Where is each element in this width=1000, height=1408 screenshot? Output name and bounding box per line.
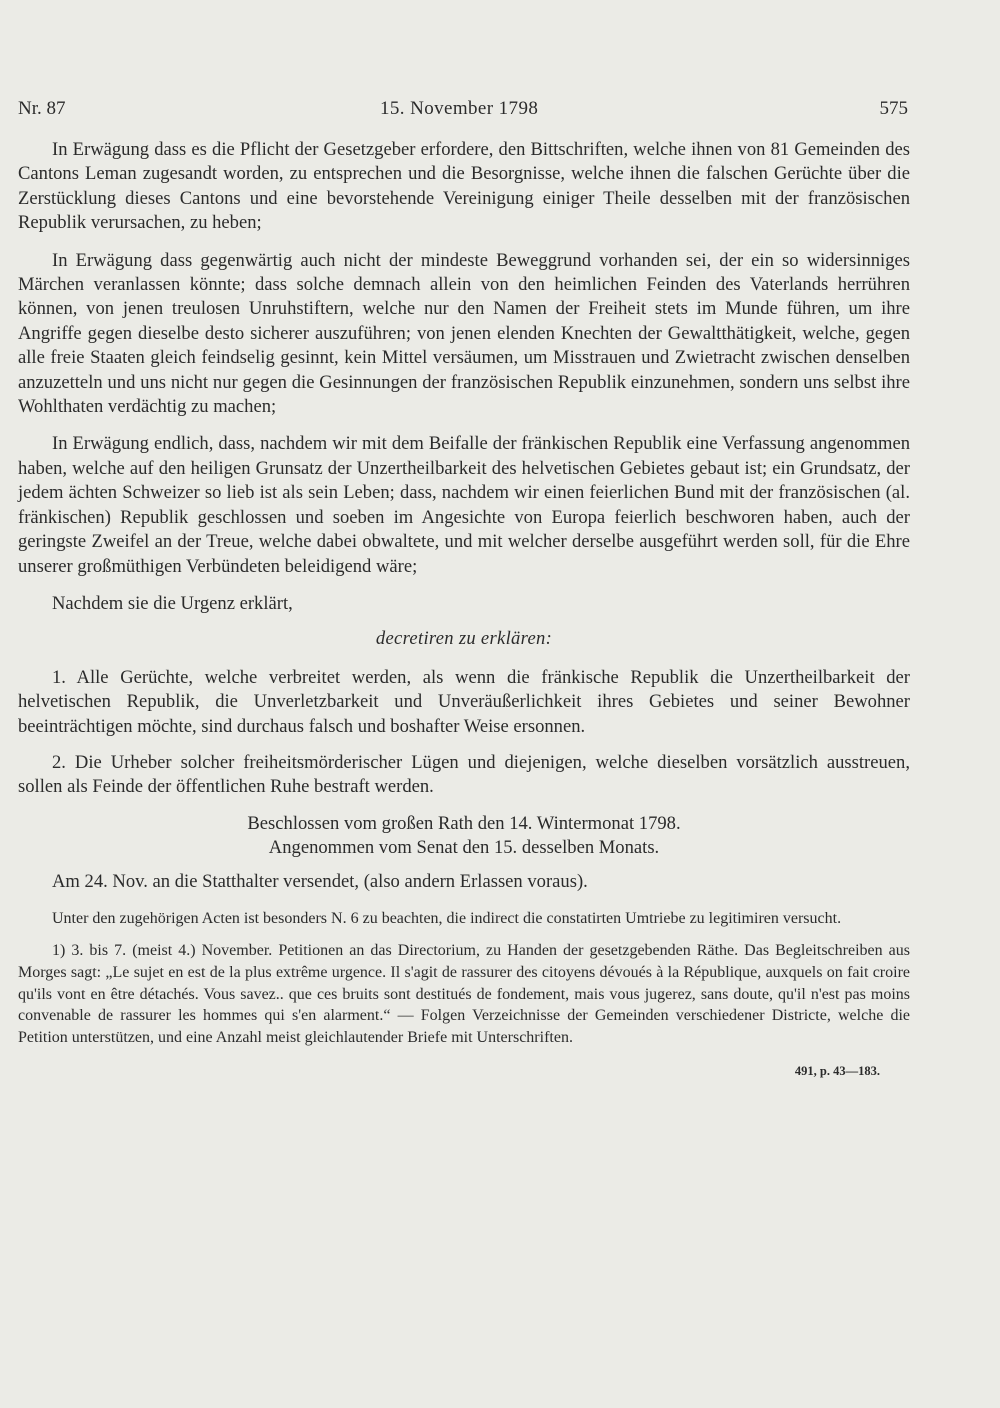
dispatch-note: Am 24. Nov. an die Statthalter versendet, (also andern Erlassen voraus). (52, 870, 588, 892)
page-header (18, 98, 908, 124)
header-date: 15. November 1798 (380, 98, 539, 119)
paragraph: In Erwägung dass gegenwärtig auch nicht der mindeste Beweggrund vorhanden sei, der ein so widersinniges Märchen veranlassen könnte; dass solche demnach allein von den heimlichen Feinden des Vaterlands herrühren können, von jenen treulosen Unruhstiftern, welche nur den Namen der Freiheit stets im Munde führen, um ihre Angriffe gegen dieselbe desto sicherer auszuführen; von jenen elenden Knechten der Gewaltthätigkeit, welche, gegen alle freie Staaten gleich feindselig gesinnt, kein Mittel versäumen, um Misstrauen und Zwietracht zwischen denselben anzuzetteln und uns nicht nur gegen die Gesinnungen der französischen Republik einzunehmen, sondern uns selbst ihre Wohlthaten verdächtig zu machen; (18, 249, 910, 418)
main-text (18, 138, 910, 1083)
footnote: Unter den zugehörigen Acten ist besonders N. 6 zu beachten, die indirect die constatirten Umtriebe zu legitimiren versucht. (52, 910, 842, 928)
paragraph: In Erwägung endlich, dass, nachdem wir mit dem Beifalle der fränkischen Republik eine Verfassung angenommen haben, welche auf den heiligen Grunsatz der Unzertheilbarkeit des helvetischen Gebietes gebaut ist; ein Grundsatz, der jedem ächten Schweizer so lieb ist als sein Leben; dass, nachdem wir einen feierlichen Bund mit der französischen (al. fränkischen) Republik geschlossen und soeben im Angesichte von Europa feierlich beschworen haben, auch der geringste Zweifel an der Treue, welche dabei obwaltete, und mit welcher derselbe ausgeführt werden soll, für die Ehre unserer großmüthigen Verbündeten beleidigend wäre; (18, 433, 910, 577)
document-number: Nr. 87 (18, 98, 66, 119)
closing-line: Angenommen vom Senat den 15. desselben Monats. (268, 836, 660, 858)
paragraph: Nachdem sie die Urgenz erklärt, (52, 592, 293, 614)
closing-line: Beschlossen vom großen Rath den 14. Wintermonat 1798. (247, 812, 681, 834)
page-number: 575 (879, 98, 908, 119)
decree-item: 2. Die Urheber solcher freiheitsmörderischer Lügen und diejenigen, welche dieselben vorsätzlich ausstreuen, sollen als Feinde der öffentlichen Ruhe bestraft werden. (18, 751, 910, 798)
closing-block (18, 812, 910, 860)
footnote: 1) 3. bis 7. (meist 4.) November. Petitionen an das Directorium, zu Handen der gesetzgebenden Räthe. Das Begleitschreiben aus Morges sagt: „Le sujet en est de la plus extrême urgence. Il s'agit de rassurer des citoyens dévoués à la République, auxquels on fait croire qu'ils vont en être détachés. Vous savez.. que ces bruits sont destitués de fondement, mais vous jugerez, sans doute, qu'il n'est pas moins convenable de rassurer les hommes qui s'en alarment.“ — Folgen Verzeichnisse der Gemeinden verschiedener Districte, welche die Petition unterstützen, und eine Anzahl meist gleichlautender Briefe mit Unterschriften. (18, 941, 910, 1047)
decree-heading: decretiren zu erklären: (375, 628, 553, 650)
paragraph: In Erwägung dass es die Pflicht der Gesetzgeber erfordere, den Bittschriften, welche ihnen von 81 Gemeinden des Cantons Leman zugesandt worden, zu entsprechen und die Besorgnisse, welche ihnen die falschen Gerüchte über die Zerstücklung dieses Cantons und eine bevorstehende Vereinigung einiger Theile desselben mit der französischen Republik verursachen, zu heben; (18, 139, 910, 234)
decree-item: 1. Alle Gerüchte, welche verbreitet werden, als wenn die fränkische Republik die Unzertheilbarkeit der helvetischen Republik, die Unverletzbarkeit und Unveräußerlichkeit ihres Gebietes und seiner Bewohner beeinträchtigen möchte, sind durchaus falsch und boshafter Weise ersonnen. (18, 666, 910, 737)
archive-reference: 491, p. 43—183. (794, 1063, 880, 1078)
